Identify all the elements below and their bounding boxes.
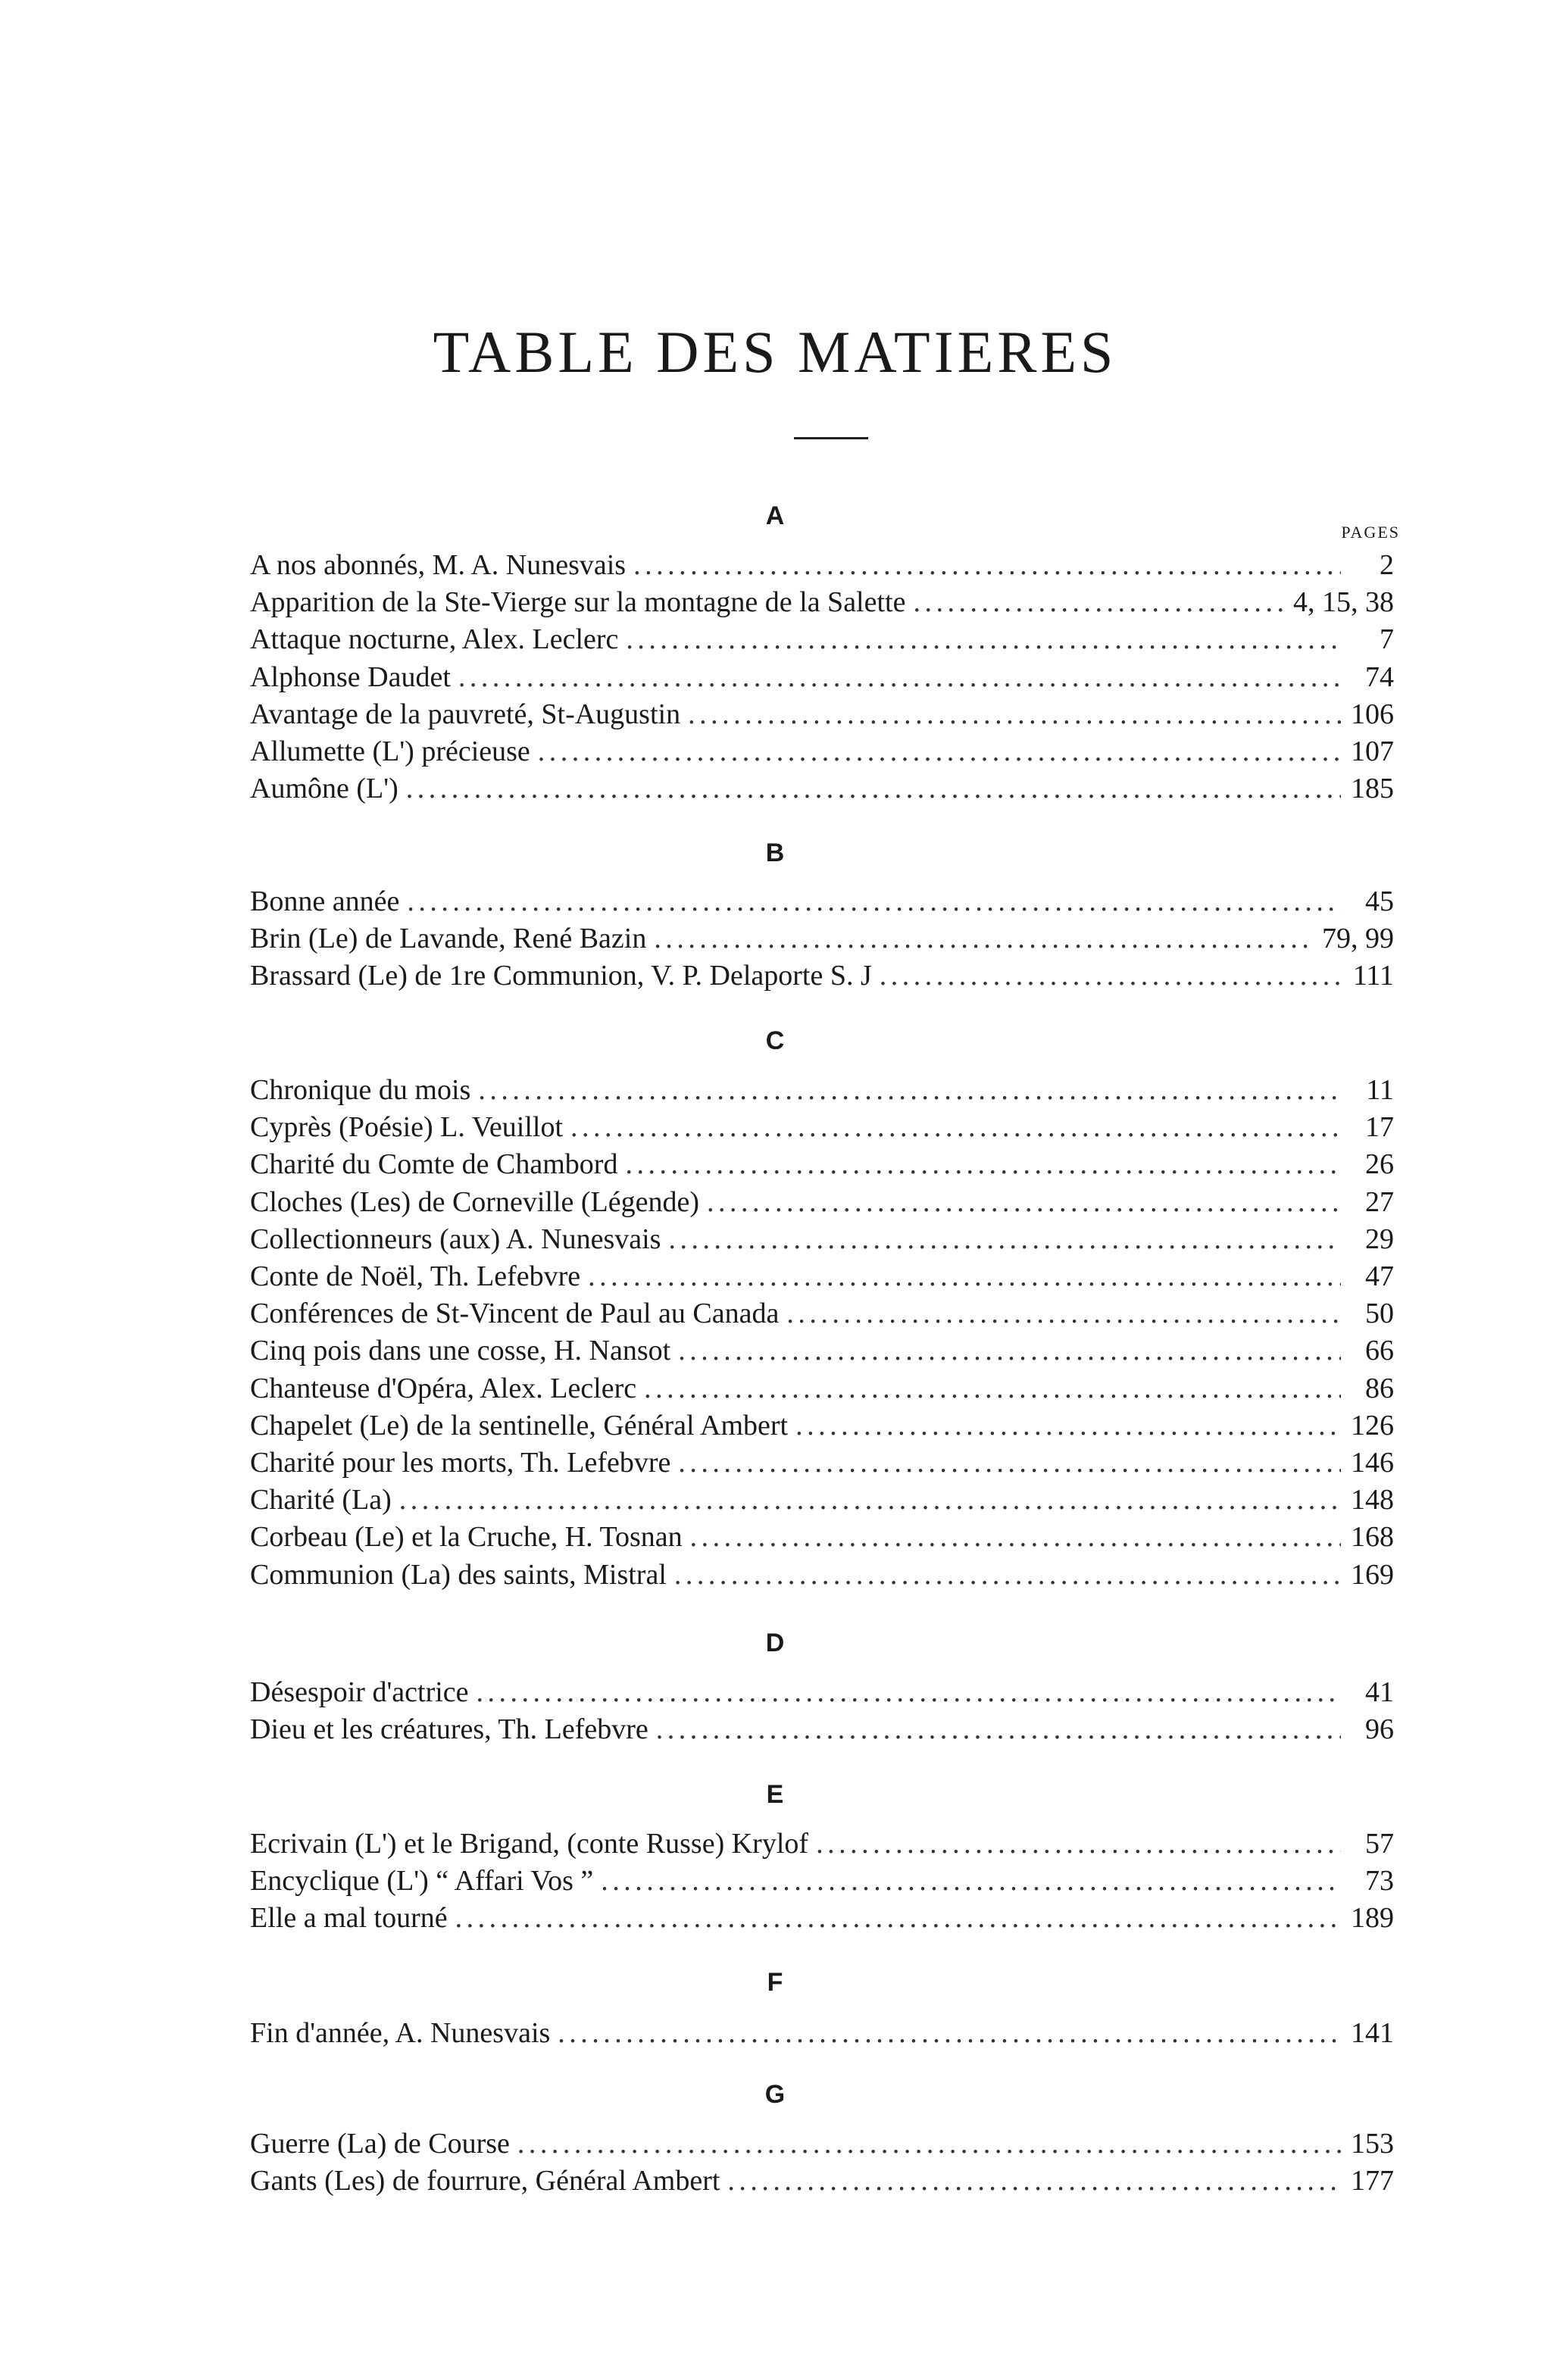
entry-title: Corbeau (Le) et la Cruche, H. Tosnan xyxy=(250,1521,683,1554)
dot-leader xyxy=(795,1409,1341,1442)
entry-title: Avantage de la pauvreté, St-Augustin xyxy=(250,698,681,730)
toc-entry xyxy=(250,1185,1394,1223)
entry-title: Alphonse Daudet xyxy=(250,661,451,693)
dot-leader xyxy=(570,1110,1341,1144)
dot-leader xyxy=(478,1073,1341,1107)
entry-pages: 45 xyxy=(1365,885,1394,917)
dot-leader xyxy=(601,1864,1341,1897)
dot-leader xyxy=(816,1827,1341,1860)
toc-entry xyxy=(250,1073,1394,1111)
dot-leader xyxy=(678,1334,1341,1367)
toc-entry xyxy=(250,1110,1394,1148)
dot-leader xyxy=(690,1520,1341,1554)
dot-leader xyxy=(458,661,1341,694)
entry-pages: 57 xyxy=(1365,1828,1394,1860)
entry-pages: 17 xyxy=(1365,1111,1394,1144)
entry-pages: 185 xyxy=(1351,773,1394,805)
section-letter-g: G xyxy=(764,2080,786,2109)
toc-entry xyxy=(250,2164,1394,2202)
entry-title: Conte de Noël, Th. Lefebvre xyxy=(250,1260,581,1292)
toc-entry xyxy=(250,1148,1394,1185)
entry-pages: 50 xyxy=(1365,1298,1394,1330)
toc-entry xyxy=(250,661,1394,698)
dot-leader xyxy=(656,1713,1341,1746)
dot-leader xyxy=(517,2127,1341,2160)
entry-title: Chanteuse d'Opéra, Alex. Leclerc xyxy=(250,1372,637,1404)
entry-pages: 168 xyxy=(1351,1521,1394,1554)
dot-leader xyxy=(477,1676,1341,1709)
entry-title: Cloches (Les) de Corneville (Légende) xyxy=(250,1185,699,1218)
toc-entry xyxy=(250,959,1394,997)
dot-leader xyxy=(558,2016,1341,2050)
dot-leader xyxy=(678,1446,1341,1479)
section-letter-e: E xyxy=(766,1780,784,1809)
entry-pages: 47 xyxy=(1365,1260,1394,1292)
dot-leader xyxy=(668,1223,1341,1256)
entry-title: Bonne année xyxy=(250,885,400,917)
entry-pages: 79, 99 xyxy=(1322,923,1394,955)
section-letter-b: B xyxy=(765,839,785,867)
section-letter-f: F xyxy=(767,1968,783,1997)
entry-title: Encyclique (L') “ Affari Vos ” xyxy=(250,1865,594,1897)
pages-column-label: PAGES xyxy=(1341,523,1400,542)
toc-entry xyxy=(250,772,1394,810)
toc-entry xyxy=(250,548,1394,586)
section-letter-a: A xyxy=(765,501,785,530)
dot-leader xyxy=(633,548,1341,582)
entry-title: Chapelet (Le) de la sentinelle, Général Ambert xyxy=(250,1409,789,1441)
entry-pages: 86 xyxy=(1365,1372,1394,1404)
entry-title: Cinq pois dans une cosse, H. Nansot xyxy=(250,1335,671,1367)
dot-leader xyxy=(625,1148,1341,1181)
entry-title: Ecrivain (L') et le Brigand, (conte Russe) Krylof xyxy=(250,1828,809,1860)
entry-title: Communion (La) des saints, Mistral xyxy=(250,1558,667,1591)
dot-leader xyxy=(913,586,1286,619)
title-rule xyxy=(794,437,868,439)
entry-pages: 11 xyxy=(1366,1074,1394,1106)
dot-leader xyxy=(786,1297,1341,1330)
entry-pages: 126 xyxy=(1351,1409,1394,1441)
entry-title: Fin d'année, A. Nunesvais xyxy=(250,2017,551,2049)
section-letter-d: D xyxy=(765,1629,785,1657)
entry-title: Allumette (L') précieuse xyxy=(250,736,530,767)
toc-entry xyxy=(250,1483,1394,1521)
toc-entry xyxy=(250,1260,1394,1298)
entry-pages: 146 xyxy=(1351,1447,1394,1479)
toc-entry xyxy=(250,885,1394,923)
entry-pages: 7 xyxy=(1380,623,1394,656)
entry-title: Charité pour les morts, Th. Lefebvre xyxy=(250,1447,671,1479)
section-letter-c: C xyxy=(765,1026,785,1055)
dot-leader xyxy=(644,1372,1341,1405)
toc-entry xyxy=(250,586,1394,623)
toc-entry xyxy=(250,1676,1394,1713)
dot-leader xyxy=(455,1901,1341,1935)
toc-entry xyxy=(250,1334,1394,1372)
dot-leader xyxy=(626,623,1341,656)
entry-pages: 41 xyxy=(1365,1676,1394,1708)
toc-entry xyxy=(250,922,1394,960)
entry-title: Collectionneurs (aux) A. Nunesvais xyxy=(250,1223,661,1255)
dot-leader xyxy=(588,1260,1341,1293)
toc-entry xyxy=(250,1297,1394,1335)
entry-pages: 26 xyxy=(1365,1148,1394,1181)
toc-entry xyxy=(250,1520,1394,1558)
toc-entry xyxy=(250,1901,1394,1939)
dot-leader xyxy=(674,1558,1341,1591)
entry-title: Chronique du mois xyxy=(250,1074,471,1106)
page-title: TABLE DES MATIERES xyxy=(433,319,1117,385)
entry-title: A nos abonnés, M. A. Nunesvais xyxy=(250,549,627,581)
entry-title: Brassard (Le) de 1re Communion, V. P. Delaporte S. J xyxy=(250,960,872,992)
entry-title: Cyprès (Poésie) L. Veuillot xyxy=(250,1111,564,1144)
toc-entry xyxy=(250,1827,1394,1865)
toc-entry xyxy=(250,2016,1394,2054)
toc-entry xyxy=(250,1446,1394,1484)
dot-leader xyxy=(654,922,1314,955)
entry-pages: 27 xyxy=(1365,1185,1394,1218)
entry-pages: 66 xyxy=(1365,1335,1394,1367)
entry-pages: 111 xyxy=(1352,960,1394,992)
entry-pages: 141 xyxy=(1351,2017,1394,2049)
dot-leader xyxy=(399,1483,1341,1516)
entry-title: Conférences de St-Vincent de Paul au Canada xyxy=(250,1298,780,1330)
entry-title: Apparition de la Ste-Vierge sur la montagne de la Salette xyxy=(250,586,906,619)
toc-entry xyxy=(250,735,1394,773)
toc-entry xyxy=(250,2127,1394,2165)
entry-title: Elle a mal tourné xyxy=(250,1902,448,1935)
entry-title: Aumône (L') xyxy=(250,773,398,805)
entry-title: Brin (Le) de Lavande, René Bazin xyxy=(250,923,647,955)
dot-leader xyxy=(538,735,1341,768)
entry-title: Guerre (La) de Course xyxy=(250,2128,510,2160)
dot-leader xyxy=(707,1185,1341,1219)
entry-pages: 29 xyxy=(1365,1223,1394,1255)
entry-pages: 4, 15, 38 xyxy=(1293,586,1394,619)
dot-leader xyxy=(880,959,1341,992)
entry-pages: 2 xyxy=(1380,549,1394,581)
toc-entry xyxy=(250,1864,1394,1902)
entry-pages: 96 xyxy=(1365,1713,1394,1746)
dot-leader xyxy=(406,772,1341,805)
entry-pages: 189 xyxy=(1351,1902,1394,1935)
dot-leader xyxy=(407,885,1341,918)
toc-entry xyxy=(250,623,1394,661)
dot-leader xyxy=(727,2164,1341,2197)
toc-entry xyxy=(250,1558,1394,1596)
toc-entry xyxy=(250,1223,1394,1260)
entry-title: Désespoir d'actrice xyxy=(250,1676,469,1708)
entry-pages: 106 xyxy=(1351,698,1394,730)
entry-pages: 169 xyxy=(1351,1558,1394,1591)
toc-entry xyxy=(250,1409,1394,1447)
toc-entry xyxy=(250,698,1394,736)
entry-title: Dieu et les créatures, Th. Lefebvre xyxy=(250,1713,648,1746)
entry-pages: 107 xyxy=(1351,736,1394,767)
entry-pages: 73 xyxy=(1365,1865,1394,1897)
dot-leader xyxy=(688,698,1341,731)
entry-title: Gants (Les) de fourrure, Général Ambert xyxy=(250,2165,720,2197)
entry-pages: 148 xyxy=(1351,1484,1394,1516)
toc-entry xyxy=(250,1713,1394,1751)
entry-pages: 74 xyxy=(1365,661,1394,693)
entry-title: Charité du Comte de Chambord xyxy=(250,1148,618,1181)
toc-entry xyxy=(250,1372,1394,1410)
entry-pages: 153 xyxy=(1351,2128,1394,2160)
entry-pages: 177 xyxy=(1351,2165,1394,2197)
entry-title: Charité (La) xyxy=(250,1484,392,1516)
entry-title: Attaque nocturne, Alex. Leclerc xyxy=(250,623,619,656)
